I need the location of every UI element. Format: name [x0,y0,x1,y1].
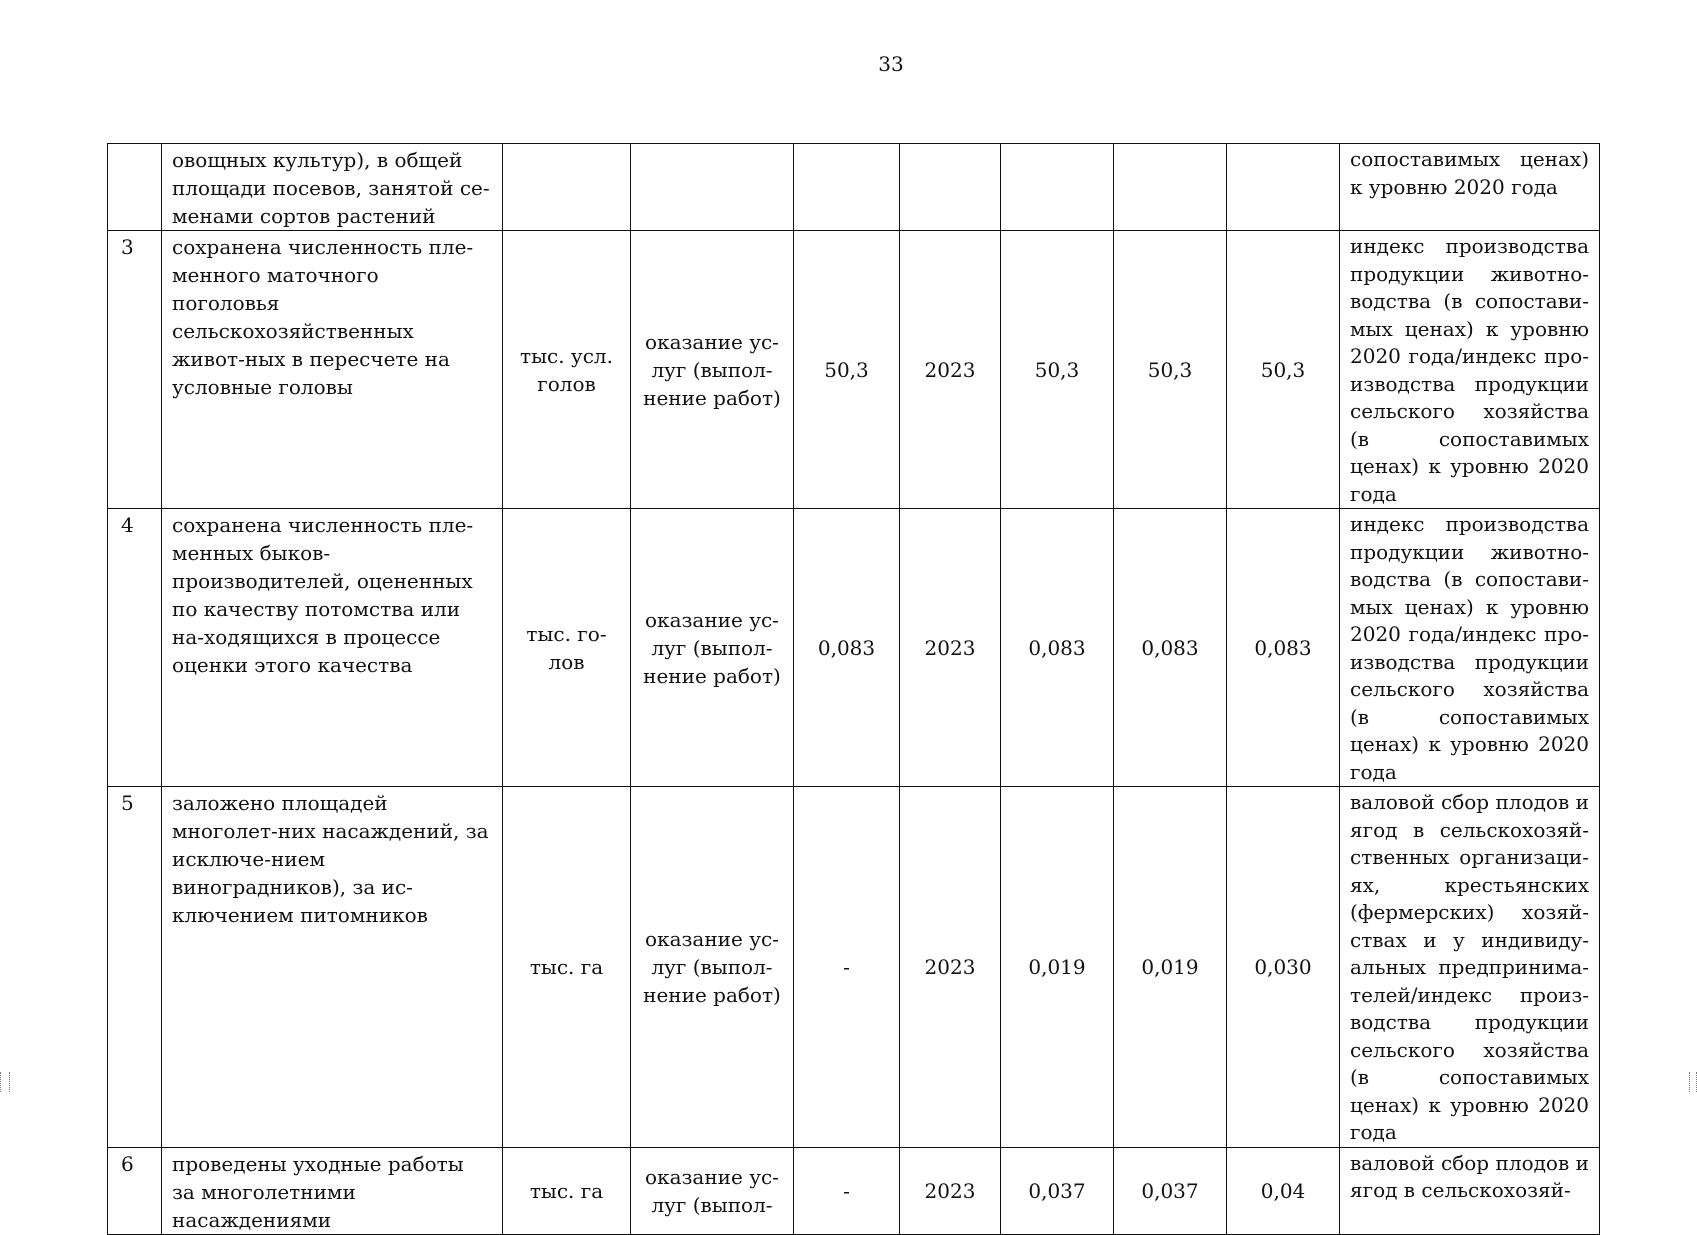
row-value-2: 0,083 [1114,509,1227,787]
row-year: 2023 [900,787,1001,1148]
row-type: оказание ус- луг (выпол- [631,1147,794,1234]
row-value-3: 50,3 [1227,231,1340,509]
row-value-2 [1114,144,1227,231]
row-value-base: 50,3 [794,231,900,509]
row-number: 5 [108,787,162,1148]
row-value-1: 0,037 [1001,1147,1114,1234]
row-unit: тыс. га [503,787,631,1148]
row-value-3: 0,030 [1227,787,1340,1148]
row-value-2: 0,037 [1114,1147,1227,1234]
row-description: сохранена численность пле-менных быков-производителей, оцененных по качеству потомства или на-ходящихся в процессе оценки этого качества [162,509,503,787]
row-type: оказание ус- луг (выпол- нение работ) [631,231,794,509]
table-row [108,787,1600,1148]
row-value-3 [1227,144,1340,231]
row-type: оказание ус- луг (выпол- нение работ) [631,787,794,1148]
table-row [108,144,1600,231]
indicators-table [107,143,1600,1235]
row-year: 2023 [900,231,1001,509]
row-note: сопоставимых ценах) к уровню 2020 года [1340,144,1600,231]
row-unit: тыс. га [503,1147,631,1234]
row-value-3: 0,04 [1227,1147,1340,1234]
row-description: проведены уходные работы за многолетними насаждениями [162,1147,503,1234]
row-number: 4 [108,509,162,787]
row-note: валовой сбор плодов и ягод в сельскохозяй-ственных организаци-ях, крестьянских (фермерских) хозяй-ствах и у индивиду-альных предпринима-телей/индекс произ-водства продукции сельского хозяйства (в сопоставимых ценах) к уровню 2020 года [1340,787,1600,1148]
row-value-1: 0,019 [1001,787,1114,1148]
row-note: валовой сбор плодов и ягод в сельскохозяй- [1340,1147,1600,1234]
row-note: индекс производства продукции животно-водства (в сопостави-мых ценах) к уровню 2020 года/индекс про-изводства продукции сельского хозяйства (в сопоставимых ценах) к уровню 2020 года [1340,231,1600,509]
row-number [108,144,162,231]
row-unit [503,144,631,231]
page-number: 33 [878,52,904,76]
row-number: 3 [108,231,162,509]
row-value-1 [1001,144,1114,231]
row-description: овощных культур), в общей площади посевов, занятой се-менами сортов растений [162,144,503,231]
row-description: сохранена численность пле-менного маточного поголовья сельскохозяйственных живот-ных в пересчете на условные головы [162,231,503,509]
table-row [108,231,1600,509]
row-value-base: 0,083 [794,509,900,787]
row-description: заложено площадей многолет-них насаждений, за исключе-нием виноградников), за ис-ключением питомников [162,787,503,1148]
row-value-base: - [794,787,900,1148]
row-value-3: 0,083 [1227,509,1340,787]
row-value-base: - [794,1147,900,1234]
row-type: оказание ус- луг (выпол- нение работ) [631,509,794,787]
row-value-1: 0,083 [1001,509,1114,787]
row-value-2: 50,3 [1114,231,1227,509]
table-row [108,509,1600,787]
row-note: индекс производства продукции животно-водства (в сопостави-мых ценах) к уровню 2020 года/индекс про-изводства продукции сельского хозяйства (в сопоставимых ценах) к уровню 2020 года [1340,509,1600,787]
row-year [900,144,1001,231]
row-unit: тыс. усл. голов [503,231,631,509]
scan-edge-mark-left [0,1072,10,1092]
row-year: 2023 [900,1147,1001,1234]
row-number: 6 [108,1147,162,1234]
row-unit: тыс. го- лов [503,509,631,787]
row-type [631,144,794,231]
table-row [108,1147,1600,1234]
row-value-1: 50,3 [1001,231,1114,509]
row-year: 2023 [900,509,1001,787]
row-value-2: 0,019 [1114,787,1227,1148]
row-value-base [794,144,900,231]
scan-edge-mark-right [1689,1072,1697,1092]
